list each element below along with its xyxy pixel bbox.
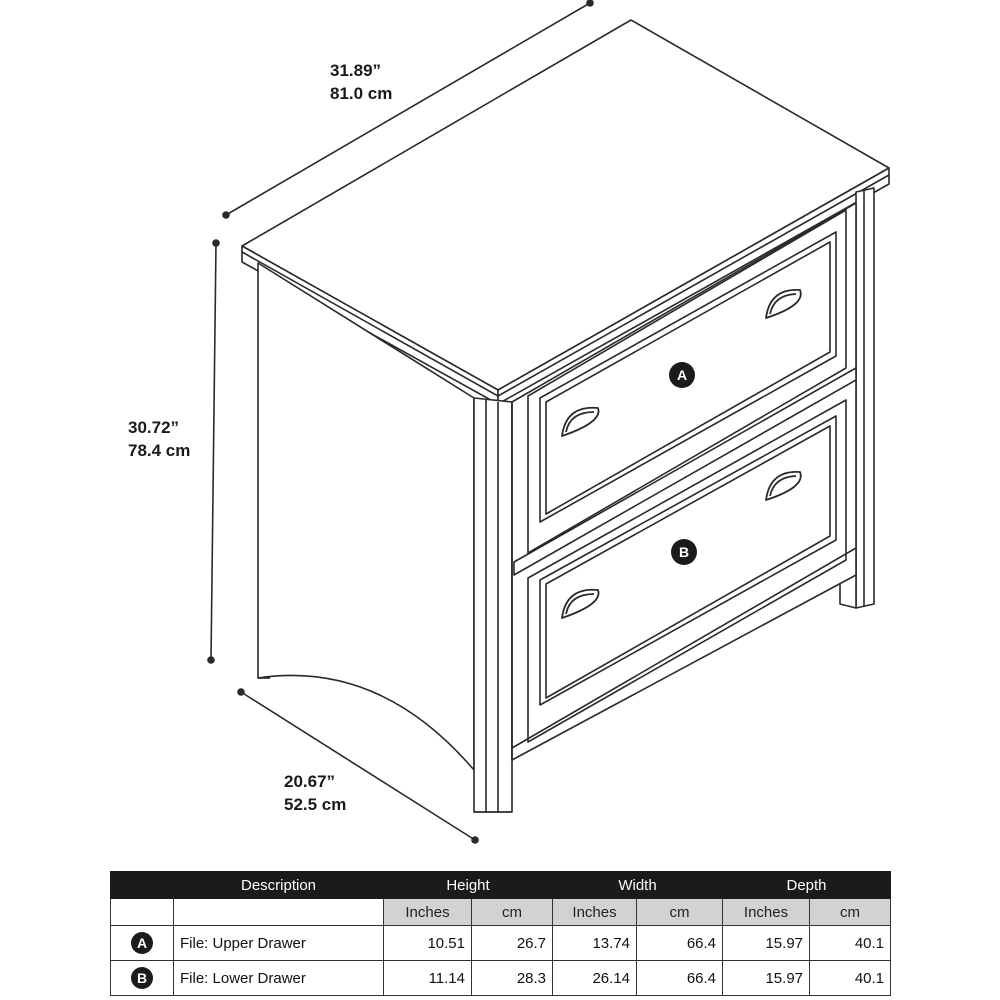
unit-label: cm (810, 899, 891, 926)
table-units-row (111, 899, 891, 926)
marker-b-icon: B (131, 967, 153, 989)
width-inches: 31.89” (330, 61, 382, 80)
row-marker-cell (111, 961, 174, 996)
svg-text:A: A (676, 367, 688, 383)
unit-label: Inches (384, 899, 472, 926)
height-cm: 78.4 cm (128, 441, 191, 460)
width-cm-cell: 66.4 (637, 926, 723, 961)
front-left-post (474, 398, 512, 812)
height-dimension-line (208, 240, 219, 663)
height-inches-cell: 11.14 (384, 961, 472, 996)
depth-inches-cell: 15.97 (723, 961, 810, 996)
svg-text:B: B (678, 544, 690, 560)
depth-cm: 52.5 cm (284, 795, 347, 814)
marker-b (671, 539, 697, 565)
table-row (111, 926, 891, 961)
width-label (330, 59, 392, 105)
unit-label: cm (472, 899, 553, 926)
height-cm-cell: 28.3 (472, 961, 553, 996)
table-header-row (111, 872, 891, 899)
height-inches-cell: 10.51 (384, 926, 472, 961)
depth-inches-cell: 15.97 (723, 926, 810, 961)
height-label (128, 416, 190, 462)
marker-a-icon: A (131, 932, 153, 954)
header-depth: Depth (723, 872, 891, 899)
drawer-spec-table (110, 871, 891, 996)
row-description: File: Lower Drawer (174, 961, 384, 996)
units-blank (111, 899, 174, 926)
marker-a (669, 362, 695, 388)
width-inches-cell: 13.74 (553, 926, 637, 961)
header-width: Width (553, 872, 723, 899)
table-row (111, 961, 891, 996)
depth-label (284, 770, 346, 816)
row-description: File: Upper Drawer (174, 926, 384, 961)
units-blank (174, 899, 384, 926)
height-cm-cell: 26.7 (472, 926, 553, 961)
header-height: Height (384, 872, 553, 899)
header-marker (111, 872, 174, 899)
unit-label: Inches (553, 899, 637, 926)
unit-label: Inches (723, 899, 810, 926)
row-marker-cell (111, 926, 174, 961)
width-cm: 81.0 cm (330, 84, 393, 103)
depth-cm-cell: 40.1 (810, 961, 891, 996)
depth-inches: 20.67” (284, 772, 336, 791)
width-inches-cell: 26.14 (553, 961, 637, 996)
height-inches: 30.72” (128, 418, 180, 437)
width-cm-cell: 66.4 (637, 961, 723, 996)
unit-label: cm (637, 899, 723, 926)
header-description: Description (174, 872, 384, 899)
depth-cm-cell: 40.1 (810, 926, 891, 961)
